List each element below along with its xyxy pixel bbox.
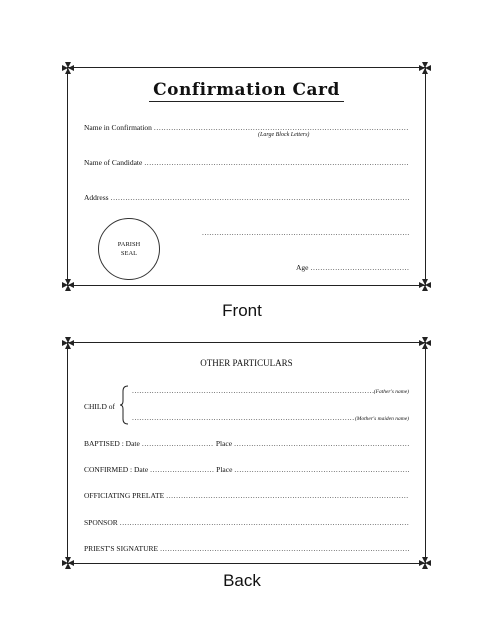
confirmed-row (84, 465, 409, 474)
dotted-line (166, 491, 409, 500)
officiating-prelate-field[interactable] (84, 491, 409, 500)
dotted-line (311, 263, 410, 272)
dotted-line (120, 518, 409, 527)
sponsor-field[interactable] (84, 518, 409, 527)
name-in-confirmation-field[interactable] (84, 123, 409, 132)
name-in-confirmation-label: Name in Confirmation (84, 123, 152, 132)
dotted-line (160, 544, 409, 553)
dotted-line (111, 193, 409, 202)
cross-ornament-icon (419, 337, 431, 349)
dotted-line (202, 228, 409, 237)
block-letters-note: (Large Block Letters) (258, 132, 310, 138)
back-caption: Back (223, 571, 261, 590)
priests-signature-label: PRIEST'S SIGNATURE (84, 544, 159, 553)
confirmed-place-field[interactable] (234, 465, 409, 474)
back-card (67, 342, 426, 564)
priests-signature-field[interactable] (84, 544, 409, 553)
baptised-place-field[interactable] (234, 439, 409, 448)
cross-ornament-icon (419, 62, 431, 74)
dotted-line (154, 123, 409, 132)
address-second-line-field[interactable] (202, 228, 409, 237)
cross-ornament-icon (419, 557, 431, 569)
baptised-row (84, 439, 409, 448)
parish-seal: PARISH SEAL (98, 218, 160, 280)
cross-ornament-icon (62, 337, 74, 349)
age-field[interactable] (296, 263, 409, 272)
curly-brace-icon (120, 385, 130, 425)
sponsor-label: SPONSOR (84, 518, 118, 527)
front-card (67, 67, 426, 286)
mothers-name-field[interactable] (132, 413, 409, 422)
front-caption: Front (222, 301, 262, 320)
fathers-name-note: (Father's name) (373, 389, 409, 395)
dotted-line (132, 386, 374, 395)
confirmed-date-label: CONFIRMED : Date (84, 465, 149, 474)
confirmed-date-field[interactable] (150, 465, 214, 474)
baptised-place-label: Place (215, 439, 233, 448)
child-of-label: CHILD of (84, 402, 116, 411)
cross-ornament-icon (419, 279, 431, 291)
baptised-date-field[interactable] (142, 439, 214, 448)
cross-ornament-icon (62, 557, 74, 569)
dotted-line (144, 158, 409, 167)
dotted-line (132, 413, 355, 422)
name-of-candidate-field[interactable] (84, 158, 409, 167)
address-field[interactable] (84, 193, 409, 202)
card-title: Confirmation Card (68, 80, 425, 102)
baptised-date-label: BAPTISED : Date (84, 439, 140, 448)
officiating-prelate-label: OFFICIATING PRELATE (84, 491, 165, 500)
other-particulars-title: OTHER PARTICULARS (200, 358, 293, 368)
fathers-name-field[interactable] (132, 386, 409, 395)
cross-ornament-icon (62, 62, 74, 74)
age-label: Age (296, 263, 309, 272)
cross-ornament-icon (62, 279, 74, 291)
name-of-candidate-label: Name of Candidate (84, 158, 143, 167)
child-of-label-row (84, 402, 144, 411)
mothers-name-note: (Mother's maiden name) (354, 416, 409, 422)
confirmed-place-label: Place (216, 465, 233, 474)
address-label: Address (84, 193, 109, 202)
